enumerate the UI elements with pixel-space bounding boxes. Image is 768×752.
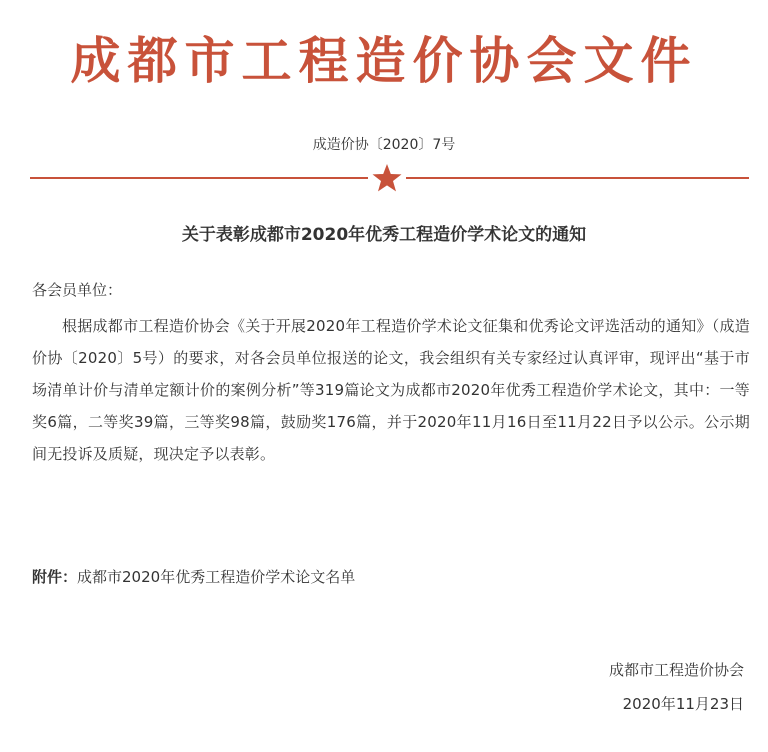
star-icon [371,162,403,194]
attachment-line [32,566,355,587]
header-divider-right [406,177,749,179]
header-divider-left [30,177,368,179]
attachment-label: 附件： [32,568,78,586]
attachment-link[interactable]: 成都市2020年优秀工程造价学术论文名单 [77,568,356,586]
issuer-signature: 成都市工程造价协会 [608,661,744,679]
notice-title: 关于表彰成都市2020年优秀工程造价学术论文的通知 [181,225,587,245]
document-number: 成造价协〔2020〕7号 [312,137,456,153]
issue-date: 2020年11月23日 [622,695,744,713]
notice-body-paragraph: 根据成都市工程造价协会《关于开展2020年工程造价学术论文征集和优秀论文评选活动的通知》（成造价协〔2020〕5号）的要求，对各会员单位报送的论文，我会组织有关专家经过认真评审，现评出“基于市场清单计价与清单定额计价的案例分析”等319篇论文为成都市2020年优秀工程造价学术论文，其中：一等奖6篇，二等奖39篇，三等奖98篇，鼓励奖176篇，并于2020年11月16日至11月22日予以公示。公示期间无投诉及质疑，现决定予以表彰。 [32,317,750,463]
document-header-title: 成都市工程造价协会文件 [70,31,698,90]
salutation: 各会员单位： [32,281,123,299]
